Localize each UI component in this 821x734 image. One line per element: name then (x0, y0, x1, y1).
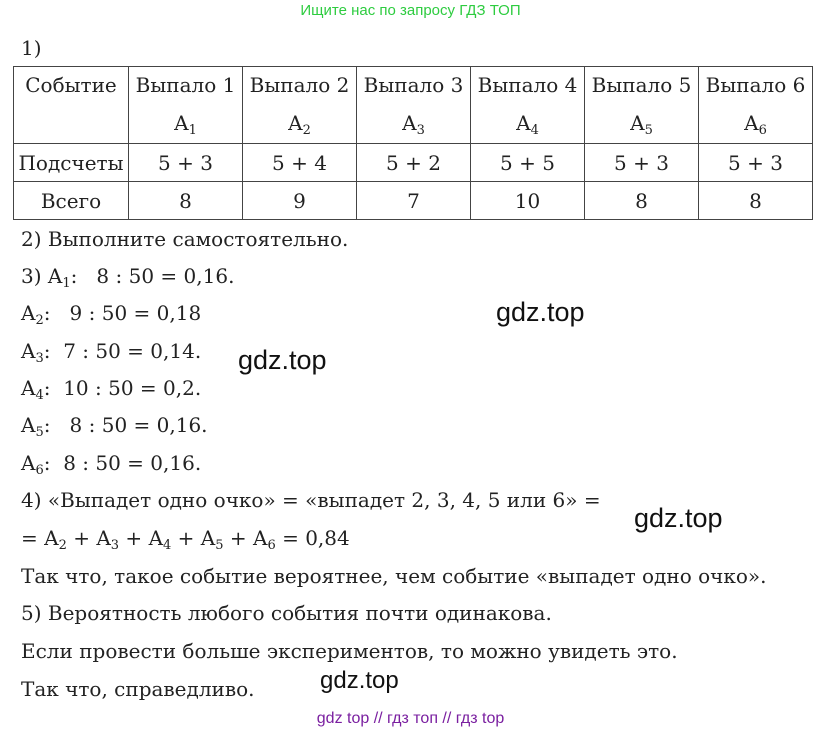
column-event: $A_2$ (288, 111, 311, 138)
table-cell: 5 + 4 (243, 144, 357, 182)
part-5-line-3: Так что, справедливо. (21, 677, 255, 701)
column-title: Выпало 3 (363, 73, 464, 97)
table-cell: 5 + 3 (585, 144, 699, 182)
table-row (14, 182, 813, 220)
table-header-cell (243, 67, 357, 144)
column-title: Выпало 1 (135, 73, 236, 97)
table-row (14, 144, 813, 182)
column-event: $A_6$ (744, 111, 767, 138)
part-3-line: $A_2$: 9 : 50 = 0,18 (21, 301, 202, 328)
table-cell: 5 + 3 (129, 144, 243, 182)
part-3-line: $A_3$: 7 : 50 = 0,14. (21, 339, 202, 366)
table-cell: 5 + 3 (699, 144, 813, 182)
dice-results-table (13, 66, 813, 220)
table-header-cell (129, 67, 243, 144)
watermark: gdz.top (320, 667, 399, 694)
part-2-text: 2) Выполните самостоятельно. (21, 227, 349, 251)
watermark: gdz.top (496, 297, 585, 327)
part-1-label: 1) (21, 36, 42, 60)
column-event: $A_5$ (630, 111, 653, 138)
part-3-line: $A_4$: 10 : 50 = 0,2. (21, 376, 202, 403)
table-header-cell (699, 67, 813, 144)
column-title: Выпало 2 (249, 73, 350, 97)
table-cell: 5 + 2 (357, 144, 471, 182)
part-3-line: $A_6$: 8 : 50 = 0,16. (21, 451, 202, 478)
part-4-line-3: Так что, такое событие вероятнее, чем событие «выпадет одно очко». (21, 564, 767, 588)
column-title: Выпало 6 (705, 73, 806, 97)
column-event: $A_4$ (516, 111, 539, 138)
table-header-row (14, 67, 813, 144)
table-cell: 8 (699, 182, 813, 220)
watermark: gdz.top (238, 345, 327, 375)
table-header-cell (357, 67, 471, 144)
column-title: Выпало 5 (591, 73, 692, 97)
part-4-line-2: = $A_2 + A_3 + A_4 + A_5 + A_6 = 0,84$ (21, 526, 350, 553)
table-cell: 9 (243, 182, 357, 220)
watermark: gdz.top (634, 503, 723, 533)
table-cell: 8 (585, 182, 699, 220)
part-5-line-2: Если провести больше экспериментов, то можно увидеть это. (21, 639, 678, 663)
column-event: $A_3$ (402, 111, 425, 138)
table-cell: 8 (129, 182, 243, 220)
table-cell: 10 (471, 182, 585, 220)
table-header-cell (585, 67, 699, 144)
table-cell: 7 (357, 182, 471, 220)
table-header-label: Событие (25, 73, 117, 97)
search-hint-banner: Ищите нас по запросу ГДЗ ТОП (300, 2, 521, 19)
part-4-line-1: 4) «Выпадет одно очко» = «выпадет 2, 3, 4, 5 или 6» = (21, 488, 601, 512)
table-header-cell (471, 67, 585, 144)
part-3-line: 3) $A_1$: 8 : 50 = 0,16. (21, 264, 235, 291)
row-label: Подсчеты (14, 144, 129, 182)
footer-links: gdz top // гдз топ // гдз top (316, 710, 505, 727)
column-title: Выпало 4 (477, 73, 578, 97)
part-5-line-1: 5) Вероятность любого события почти одинакова. (21, 601, 552, 625)
row-label: Всего (14, 182, 129, 220)
part-3-line: $A_5$: 8 : 50 = 0,16. (21, 413, 208, 440)
table-cell: 5 + 5 (471, 144, 585, 182)
column-event: $A_1$ (174, 111, 197, 138)
table-header-label-cell (14, 67, 129, 144)
